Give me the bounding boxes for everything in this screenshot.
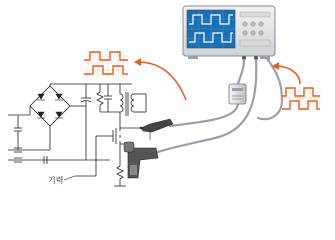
dc-bus (14, 84, 146, 186)
current-probe-icon (124, 142, 158, 178)
power-circuit (8, 84, 86, 160)
input-label: 기력 (48, 176, 64, 185)
probe-amplifier-icon (229, 84, 246, 104)
waveform-left-icon (84, 48, 130, 78)
voltage-probe-icon (140, 119, 173, 140)
oscilloscope-icon (183, 6, 275, 60)
bridge-diodes (37, 94, 63, 118)
label-leader (64, 176, 75, 180)
waveform-right-icon (280, 84, 322, 112)
